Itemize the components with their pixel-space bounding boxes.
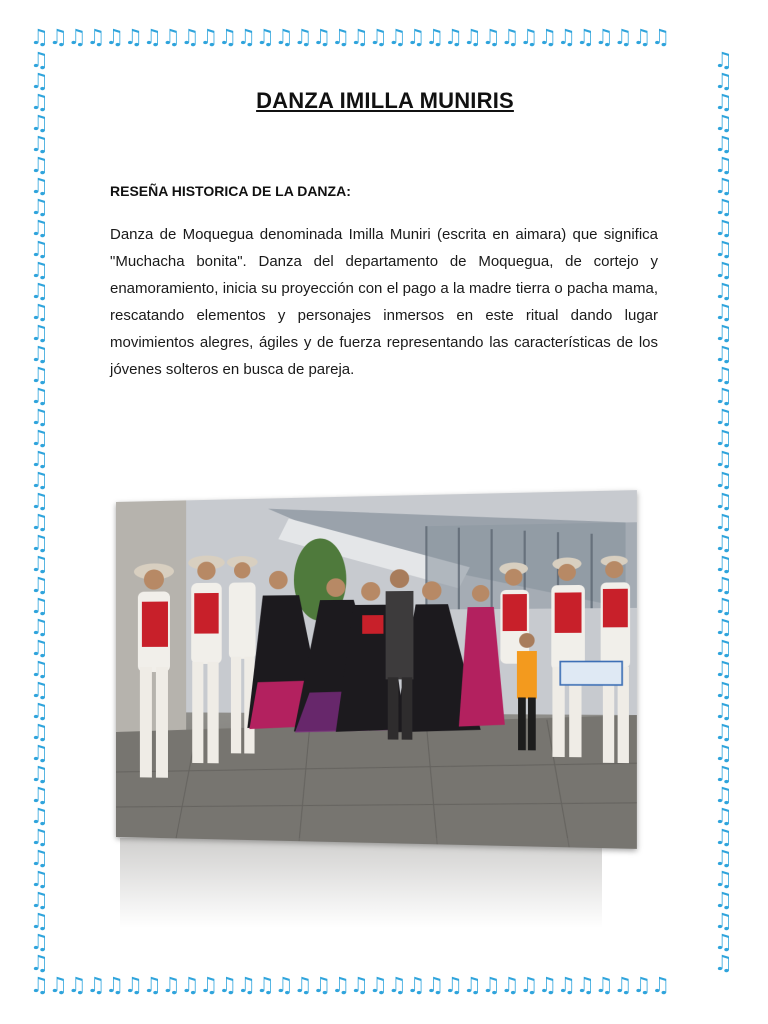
photo-reflection (120, 838, 602, 928)
dancers-photo (116, 502, 606, 837)
section-heading: RESEÑA HISTORICA DE LA DANZA: (110, 183, 351, 199)
music-note-border-bottom: ♫♫♫♫♫♫♫♫♫♫♫♫♫♫♫♫♫♫♫♫♫♫♫♫♫♫♫♫♫♫♫♫♫♫ (30, 975, 671, 997)
music-note-border-top: ♫♫♫♫♫♫♫♫♫♫♫♫♫♫♫♫♫♫♫♫♫♫♫♫♫♫♫♫♫♫♫♫♫♫ (30, 27, 671, 49)
music-note-border-right: ♫♫♫♫♫♫♫♫♫♫♫♫♫♫♫♫♫♫♫♫♫♫♫♫♫♫♫♫♫♫♫♫♫♫♫♫♫♫♫♫♫♫♫♫ (714, 50, 733, 975)
dancers-group-photo-icon (116, 490, 637, 849)
music-note-border-left: ♫♫♫♫♫♫♫♫♫♫♫♫♫♫♫♫♫♫♫♫♫♫♫♫♫♫♫♫♫♫♫♫♫♫♫♫♫♫♫♫♫♫♫♫ (30, 50, 49, 975)
history-paragraph: Danza de Moquegua denominada Imilla Muniri (escrita en aimara) que significa "Muchacha bonita". Danza del departamento de Moquegua, de cortejo y enamoramiento, inicia su proyección con el pago a la madre tierra o pacha mama, rescatando elementos y personajes inmersos en este ritual dando lugar movimientos alegres, ágiles y de fuerza representando las características de los jóvenes solteros en busca de pareja. (110, 226, 658, 378)
page-title: DANZA IMILLA MUNIRIS (256, 88, 514, 113)
